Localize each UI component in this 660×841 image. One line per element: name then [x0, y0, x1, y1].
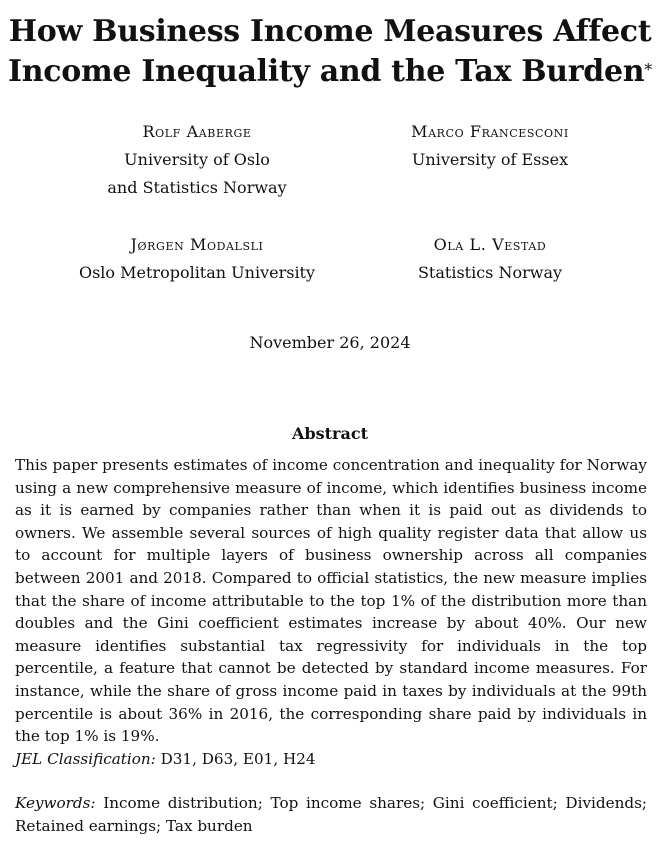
paper-title	[0, 12, 660, 92]
keywords-label: Keywords:	[15, 794, 96, 812]
abstract-text: This paper presents estimates of income concentration and inequality for Norway using a new comprehensive measure of income, which identifies business income as it is earned by companies rather than when it is paid out as dividends to owners. We assemble several sources of high quality register data that allow us to account for multiple layers of business ownership across all companies between 2001 and 2018. Compared to official statistics, the new measure implies that the share of income attributable to the top 1% of the distribution more than doubles and the Gini coefficient estimates increase by about 40%. Our new measure identifies substantial tax regressivity for individuals in the top percentile, a feature that cannot be detected by standard income measures. For instance, while the share of gross income paid in taxes by individuals at the 99th percentile is about 36% in 2016, the corresponding share paid by individuals in the top 1% is 19%.	[15, 456, 647, 746]
author-name: Rolf Aaberge	[142, 122, 252, 141]
keywords-list: Income distribution; Top income shares; Gini coefficient; Dividends; Retained earnings; Tax burden	[15, 794, 648, 835]
title-line-1: How Business Income Measures Affect	[8, 14, 652, 49]
title-footnote-mark: *	[644, 60, 652, 79]
keywords	[15, 792, 647, 837]
author-name: Jørgen Modalsli	[130, 235, 264, 254]
abstract-heading: Abstract	[292, 424, 368, 443]
jel-codes: D31, D63, E01, H24	[160, 750, 316, 768]
author-affiliation: Oslo Metropolitan University	[78, 263, 316, 282]
author-affiliation: University of Oslo	[124, 150, 270, 169]
author-block-vestad	[390, 231, 590, 287]
author-affiliation-cont: and Statistics Norway	[107, 178, 287, 197]
author-name: Ola L. Vestad	[433, 235, 547, 254]
author-block-modalsli	[72, 231, 322, 287]
author-affiliation: Statistics Norway	[417, 263, 563, 282]
jel-classification	[15, 748, 647, 771]
author-affiliation: University of Essex	[411, 150, 569, 169]
author-name: Marco Francesconi	[411, 122, 569, 141]
jel-label: JEL Classification:	[15, 750, 156, 768]
publication-date: November 26, 2024	[249, 333, 411, 352]
author-block-aaberge	[92, 118, 302, 202]
title-line-2	[0, 52, 660, 92]
author-block-francesconi	[385, 118, 595, 174]
title-line-2-text: Income Inequality and the Tax Burden	[8, 54, 645, 89]
